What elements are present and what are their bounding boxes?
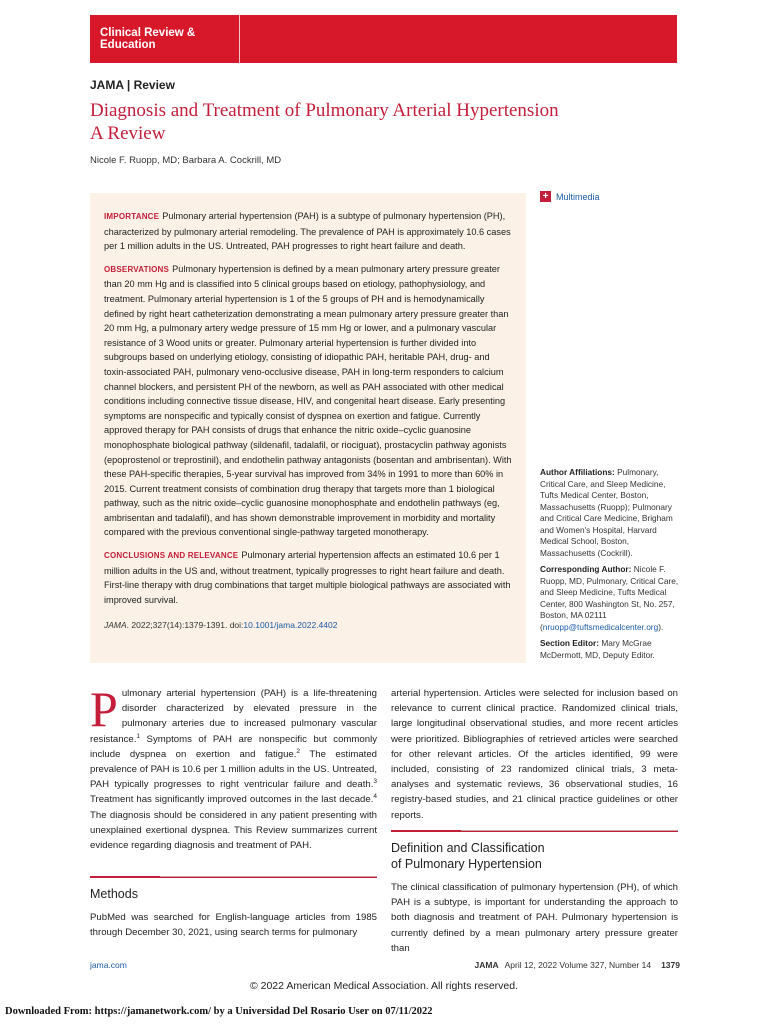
importance-heading: IMPORTANCE — [104, 212, 160, 221]
observations-text: Pulmonary hypertension is defined by a mean pulmonary artery pressure greater than 20 mm Hg and is classified into 5 clinical groups based on etiology, pathophysiology, and treatment. Pulmonary arterial hypertension is 1 of the 5 groups of PH and is hemodynamically defined by right heart catheterization demonstrating a mean pulmonary artery pressure greater than 20 mm Hg, a pulmonary artery wedge pressure of 15 mm Hg or lower, and a pulmonary vascular resistance of 3 Wood units or greater. Pulmonary arterial hypertension is further divided into subgroups based on underlying etiology, consisting of idiopathic PAH, heritable PAH, drug- and toxin-associated PAH, pulmonary veno-occlusive disease, PAH in long-term responders to calcium channel blockers, and persistent PH of the newborn, as well as PAH associated with other medical conditions including connective tissue disease, HIV, and congenital heart disease. Early presenting symptoms are nonspecific and typically consist of dyspnea on exertion and fatigue. Currently approved therapy for PAH consists of drugs that enhance the nitric oxide–cyclic guanosine monophosphate biological pathway (sildenafil, tadalafil, or riociguat), prostacyclin pathway agonists (epoprostenol or treprostinil), and endothelin pathway antagonists (bosentan and ambrisentan). With these PAH-specific therapies, 5-year survival has improved from 34% in 1991 to more than 60% in 2015. Current treatment consists of combination drug therapy that targets more than 1 biological pathway, such as the nitric oxide–cyclic guanosine monophosphate and endothelin pathways (eg, ambrisentan and tadalafil), and has shown demonstrable improvement in morbidity and mortality compared with the previous conventional single-pathway targeted monotherapy. — [104, 263, 512, 538]
copyright-notice: © 2022 American Medical Association. All rights reserved. — [249, 980, 519, 992]
definition-text: The clinical classification of pulmonary hypertension (PH), of which PAH is a subtype, is important for understanding the approach to both diagnosis and treatment of PAH. Pulmonary hypertension is currently defined by a mean pulmonary artery pressure greater than — [391, 882, 678, 954]
ref-superscript[interactable]: 2 — [296, 747, 301, 755]
section-label[interactable]: Clinical Review & Education — [90, 15, 240, 63]
multimedia-label[interactable]: Multimedia — [556, 191, 600, 202]
methods-text: PubMed was searched for English-language articles from 1985 through December 30, 2021, using search terms for pulmonary — [90, 912, 377, 939]
importance-text: Pulmonary arterial hypertension (PAH) is a subtype of pulmonary hypertension (PH), characterized by pulmonary arterial remodeling. The prevalence of PAH is approximately 10.6 cases per 1 million adults in the US. Untreated, PAH progresses to right heart failure and death. — [104, 211, 511, 252]
email-link[interactable]: nruopp@tuftsmedicalcenter.org — [542, 621, 659, 632]
doi-link[interactable]: 10.1001/jama.2022.4402 — [243, 620, 338, 631]
definition-heading-line2: of Pulmonary Hypertension — [391, 857, 542, 871]
ref-superscript[interactable]: 3 — [373, 778, 377, 786]
affiliations-label: Author Affiliations: — [540, 467, 615, 477]
intro-text-1: ulmonary arterial hypertension (PAH) is a life-threatening disorder characterized by elevated pressure in the pulmonary arteries due to increased pulmonary vascular resistance. — [90, 688, 377, 745]
intro-text-5: The diagnosis should be considered in any patient presenting with unexplained exertional dyspnea. This Review summarizes current evidence regarding diagnosis and treatment of PAH. — [90, 809, 377, 852]
article-title — [90, 99, 690, 145]
multimedia-link[interactable] — [540, 191, 600, 202]
footer-journal: JAMA — [474, 960, 499, 970]
plus-icon: + — [540, 191, 551, 202]
intro-text-4: Treatment has significantly improved outcomes in the last decade. — [90, 794, 374, 806]
body-left-column — [90, 681, 377, 853]
editor-text: Mary McGrae McDermott, MD, Deputy Editor. — [540, 638, 655, 660]
download-stamp: Downloaded From: https://jamanetwork.com/ by a Universidad Del Rosario User on 07/11/2022 — [5, 1006, 433, 1017]
corresponding-text: Nicole F. Ruopp, MD, Pulmonary, Critical Care, and Sleep Medicine, Tufts Medical Center, 800 Washington St, No. 257, Boston, MA 02111 ( — [540, 564, 679, 632]
abstract-box — [90, 193, 526, 663]
affiliations-text: Pulmonary, Critical Care, and Sleep Medicine, Tufts Medical Center, Boston, Massachusetts (Ruopp); Pulmonary and Critical Care Medicine, Brigham and Women's Hospital, Harvard Medical School, Boston, Massachusetts (Cockrill). — [540, 467, 673, 558]
section-divider — [90, 876, 377, 878]
title-main: Diagnosis and Treatment of Pulmonary Arterial Hypertension — [90, 100, 559, 121]
journal-type-line: JAMA | Review — [90, 78, 175, 92]
citation-text: . 2022;327(14):1379-1391. doi: — [126, 620, 244, 631]
author-list: Nicole F. Ruopp, MD; Barbara A. Cockrill, MD — [90, 155, 282, 166]
drop-cap: P — [90, 681, 118, 737]
definition-section — [391, 830, 678, 956]
footer-issue: April 12, 2022 Volume 327, Number 14 — [504, 960, 652, 970]
corresponding-end: ). — [658, 621, 664, 632]
citation-journal: JAMA — [104, 620, 127, 631]
abstract-conclusions — [104, 548, 512, 607]
observations-heading: OBSERVATIONS — [104, 264, 170, 274]
title-subtitle: A Review — [90, 123, 166, 144]
abstract-importance — [104, 209, 512, 254]
corresponding-label: Corresponding Author: — [540, 564, 632, 574]
methods-section — [90, 876, 377, 940]
author-info-sidebar — [540, 467, 680, 666]
section-divider — [391, 830, 678, 832]
banner-fill — [240, 15, 677, 63]
definition-heading — [391, 840, 678, 872]
ref-superscript[interactable]: 4 — [373, 793, 377, 801]
section-editor — [540, 638, 680, 661]
methods-heading: Methods — [90, 887, 138, 901]
article-citation — [104, 619, 512, 631]
issue-info — [475, 960, 681, 970]
body-right-column — [391, 686, 678, 823]
intro-text-2: Symptoms of PAH are nonspecific but commonly include dyspnea on exertion and fatigue. — [90, 733, 377, 760]
site-link[interactable]: jama.com — [90, 960, 127, 970]
intro-paragraph — [90, 681, 377, 853]
intro-text-3: The estimated prevalence of PAH is 10.6 per 1 million adults in the US. Untreated, PAH typically progresses to right ventricular failure and death. — [90, 748, 377, 791]
editor-label: Section Editor: — [540, 638, 600, 648]
conclusions-text: Pulmonary arterial hypertension affects an estimated 10.6 per 1 million adults in the US and, without treatment, typically progresses to right heart failure and death. First-line therapy with drug combinations that target multiple biological pathways are associated with improved survival. — [104, 550, 511, 605]
abstract-observations — [104, 262, 512, 540]
definition-heading-line1: Definition and Classification — [391, 841, 545, 855]
conclusions-heading: CONCLUSIONS AND RELEVANCE — [104, 551, 239, 561]
page-number: 1379 — [661, 960, 680, 970]
corresponding-author — [540, 564, 680, 633]
ref-superscript[interactable]: 1 — [136, 732, 141, 740]
methods-continued-text: arterial hypertension. Articles were selected for inclusion based on relevance to current clinical practice. Randomized clinical trials, large longitudinal observational studies, and more recent articles were prioritized. Bibliographies of retrieved articles were searched for other relevant articles. Of the articles identified, 99 were included, consisting of 23 randomized clinical trials, 3 meta-analyses and systematic reviews, 36 observational studies, 16 registry-based studies, and 21 clinical practice guidelines or other reports. — [391, 688, 678, 821]
author-affiliations — [540, 467, 680, 559]
section-banner — [90, 15, 677, 63]
